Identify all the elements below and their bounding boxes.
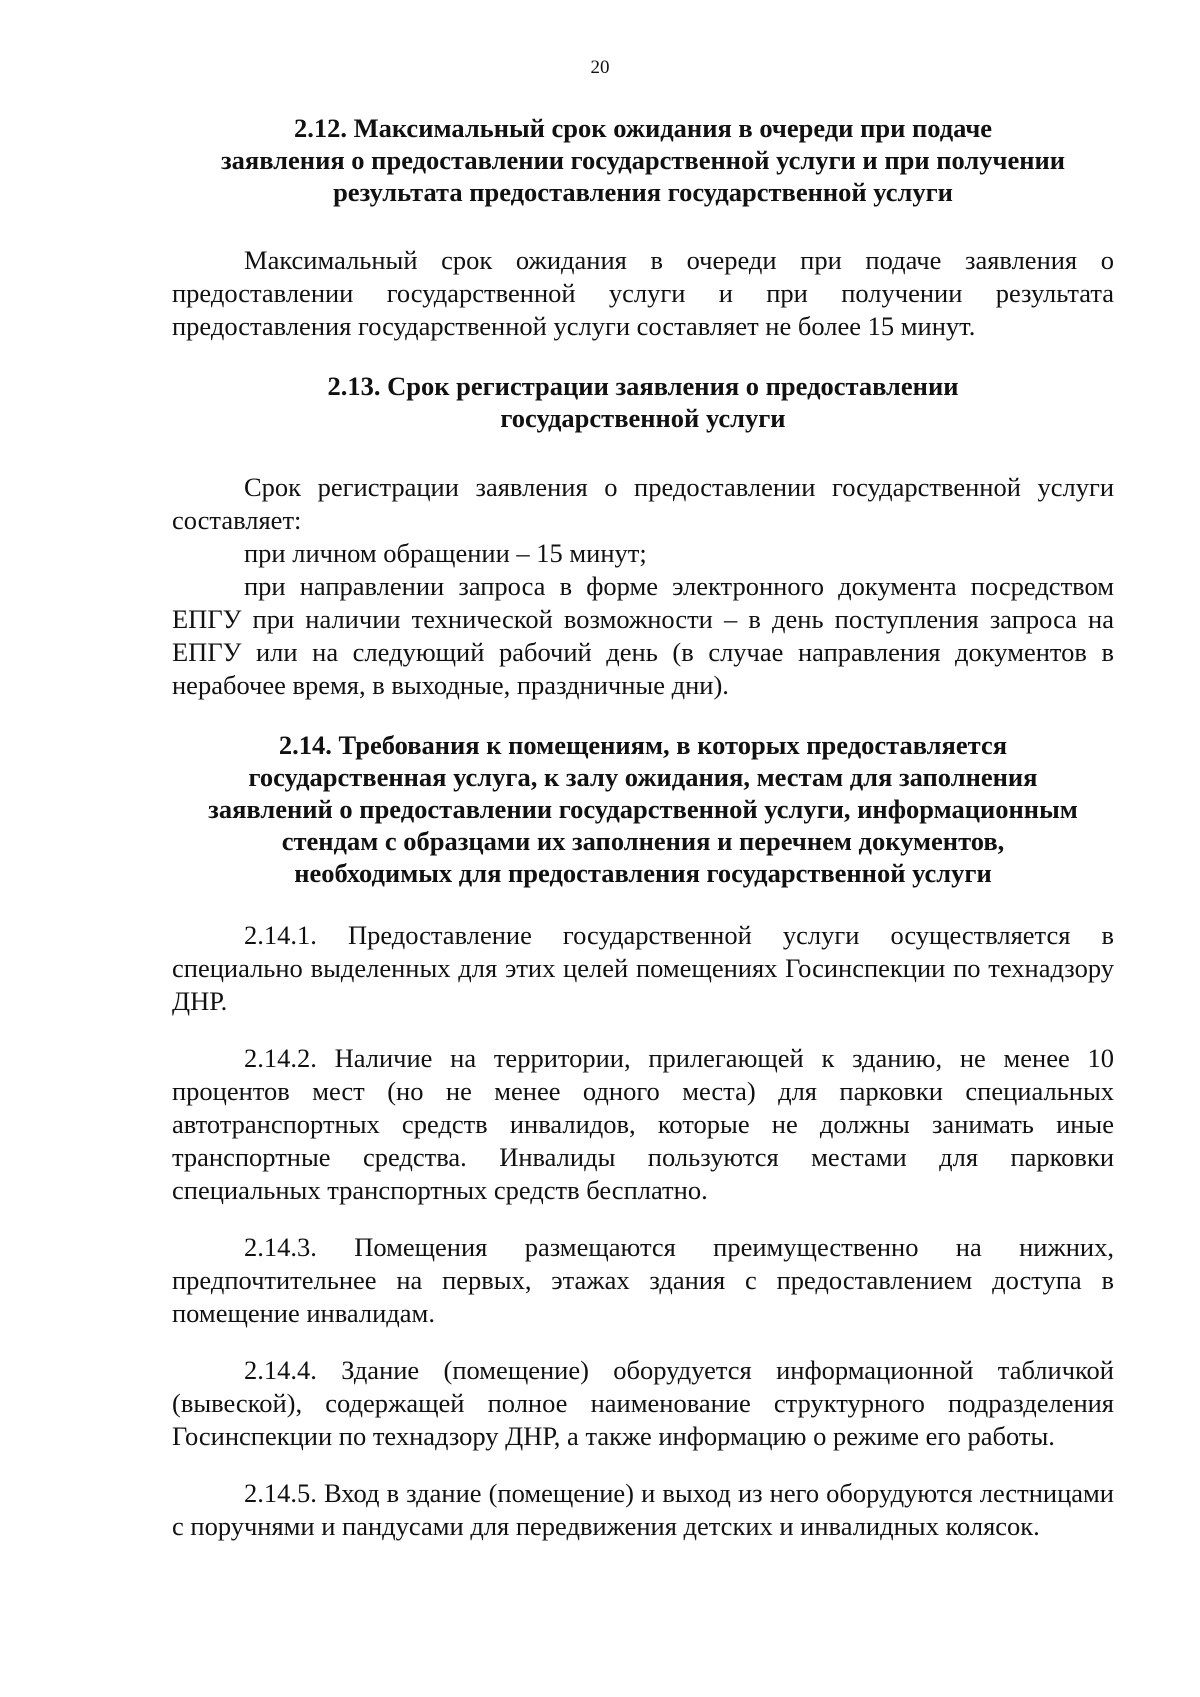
section-2-14-heading	[172, 729, 1114, 889]
paragraph-2-14-4: 2.14.4. Здание (помещение) оборудуется информационной табличкой (вывеской), содержащей полное наименование структурного подразделения Госинспекции по технадзору ДНР, а также информацию о режиме его работы.	[172, 1355, 1114, 1451]
paragraph-2-14-1: 2.14.1. Предоставление государственной услуги осуществляется в специально выделенных для этих целей помещениях Госинспекции по технадзору ДНР.	[172, 920, 1114, 1016]
paragraph-2-14-3: 2.14.3. Помещения размещаются преимущественно на нижних, предпочтительнее на первых, этажах здания с предоставлением доступа в помещение инвалидам.	[172, 1232, 1114, 1328]
section-2-14-heading-line-3: заявлений о предоставлении государственной услуги, информационным	[208, 794, 1078, 824]
section-2-13-heading-line-1: 2.13. Срок регистрации заявления о предоставлении	[327, 371, 959, 401]
section-2-12-paragraph: Максимальный срок ожидания в очереди при подаче заявления о предоставлении государственной услуги и при получении результата предоставления государственной услуги составляет не более 15 минут.	[172, 245, 1114, 341]
section-2-14-body	[172, 919, 1114, 1543]
section-2-12-heading-line-1: 2.12. Максимальный срок ожидания в очереди при подаче	[293, 113, 993, 143]
section-2-14-heading-line-1: 2.14. Требования к помещениям, в которых предоставляется	[278, 730, 1008, 760]
section-2-13-body	[172, 471, 1114, 702]
section-2-12-heading	[172, 112, 1114, 208]
page-number: 20	[590, 57, 610, 78]
section-2-14-heading-line-2: государственная услуга, к залу ожидания, местам для заполнения	[248, 762, 1038, 792]
section-2-14-heading-line-5: необходимых для предоставления государственной услуги	[294, 858, 992, 888]
section-2-13-paragraph-1: Срок регистрации заявления о предоставлении государственной услуги составляет:	[172, 472, 1114, 535]
section-2-12-heading-line-3: результата предоставления государственной услуги	[333, 177, 953, 207]
section-2-13-paragraph-2: при личном обращении – 15 минут;	[244, 538, 647, 568]
section-2-14-heading-line-4: стендам с образцами их заполнения и перечнем документов,	[281, 826, 1005, 856]
section-2-13-paragraph-3: при направлении запроса в форме электронного документа посредством ЕПГУ при наличии технической возможности – в день поступления запроса на ЕПГУ или на следующий рабочий день (в случае направления документов в нерабочее время, в выходные, праздничные дни).	[172, 571, 1114, 700]
section-2-12-heading-line-2: заявления о предоставлении государственной услуги и при получении	[220, 145, 1066, 175]
document-body	[172, 112, 1114, 1543]
section-2-13-heading-line-2: государственной услуги	[500, 403, 786, 433]
section-2-13-heading	[172, 370, 1114, 434]
paragraph-2-14-5: 2.14.5. Вход в здание (помещение) и выход из него оборудуются лестницами с поручнями и пандусами для передвижения детских и инвалидных колясок.	[172, 1478, 1114, 1541]
paragraph-2-14-2: 2.14.2. Наличие на территории, прилегающей к зданию, не менее 10 процентов мест (но не менее одного места) для парковки специальных автотранспортных средств инвалидов, которые не должны занимать иные транспортные средства. Инвалиды пользуются местами для парковки специальных транспортных средств бесплатно.	[172, 1043, 1114, 1205]
